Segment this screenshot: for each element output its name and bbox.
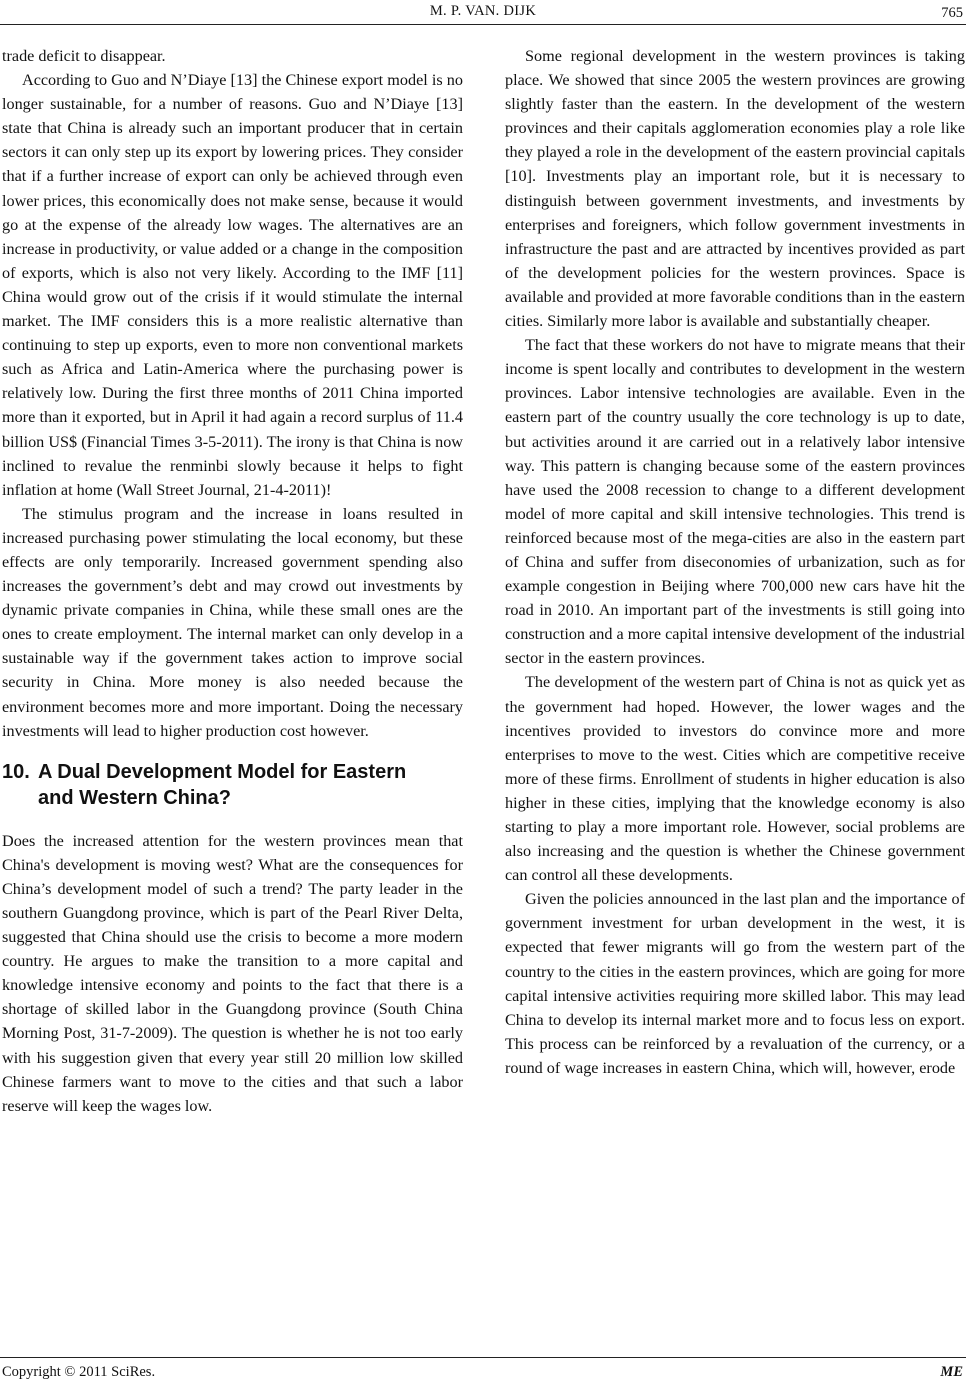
page-number: 765 <box>941 5 963 21</box>
section-title-line2: and Western China? <box>38 786 231 809</box>
section-title-line1: A Dual Development Model for Eastern <box>38 760 407 783</box>
paragraph: Given the policies announced in the last plan and the importance of government investment for urban development in the west, it is expected that fewer migrants will go from the western part of the country to the cities in the eastern provinces, which are going for more capital intensive activities requiring more skilled labor. This may lead China to develop its internal market more and to focus less on export. This process can be reinforced by a revaluation of the currency, or a round of wage increases in eastern China, which will, however, erode <box>505 890 965 1077</box>
copyright-notice: Copyright © 2011 SciRes. <box>2 1364 156 1380</box>
paragraph: Some regional development in the western provinces is taking place. We showed that since 2005 the western provinces are growing slightly faster than the eastern. In the development of the western provinces and their capitals agglomeration economies play a role like they played a role in the development of the eastern provincial capitals [10]. Investments play an important role, but it is necessary to distinguish between government investments, and investments by enterprises and foreigners, which follow government investments in infrastructure the past and are attracted by incentives provided as part of the development policies for the western provinces. Space is available and provided at more favorable conditions than in the eastern cities. Similarly more labor is available and substantially cheaper. <box>505 47 965 331</box>
page-header <box>0 0 966 24</box>
section-heading <box>2 759 463 811</box>
paragraph: The stimulus program and the increase in loans resulted in increased purchasing power stimulating the local economy, but these effects are only temporarily. Increased government spending also increases the government’s debt and may crowd out investments by dynamic private companies in China, while these small ones are the ones to create employment. The internal market can only develop in a sustainable way if the government takes action to improve social security in China. More money is also needed because the environment becomes more and more important. Doing the necessary investments will lead to higher production cost however. <box>2 504 463 740</box>
section-number: 10. <box>2 760 30 783</box>
header-rule <box>0 24 966 25</box>
paragraph: Does the increased attention for the western provinces mean that China's development is moving west? What are the consequences for China’s development model of such a trend? The party leader in the southern Guangdong province, which is part of the Pearl River Delta, suggested that China should use the crisis to become a more modern country. He argues to make the transition to a more capital and knowledge intensive economy and points to the fact that there is a shortage of skilled labor in the Guangdong province (South China Morning Post, 31-7-2009). The question is whether he is not too early with his suggestion given that every year still 20 million low skilled Chinese farmers want to move to the cities and that such a labor reserve will keep the wages low. <box>2 831 463 1115</box>
paragraph: According to Guo and N’Diaye [13] the Chinese export model is no longer sustainable, for a number of reasons. Guo and N’Diaye [13] state that China is already such an important producer that in certain sectors it can only step up its export by lowering prices. They consider that if a further increase of export can only be achieved through even lower prices, this economically does not make sense, because it would go at the expense of the already low wages. The alternatives are an increase in productivity, or value added or a change in the composition of exports, which is also not very likely. According to the IMF [11] China would grow out of the crisis if it would stimulate the internal market. The IMF considers this is a more realistic alternative than continuing to step up exports, even to more non conventional markets such as Africa and Latin-America where the purchasing power is relatively low. During the first three months of 2011 China imported more than it exported, but in April it had again a record surplus of 11.4 billion US$ (Financial Times 3-5-2011). The irony is that China is now inclined to revalue the renminbi slowly because it helps to fight inflation at home (Wall Street Journal, 21-4-2011)! <box>2 71 463 499</box>
left-column <box>2 44 463 1118</box>
footer-rule <box>0 1357 966 1358</box>
running-head-author: M. P. VAN. DIJK <box>429 3 537 19</box>
right-column <box>505 44 965 1080</box>
paragraph: The development of the western part of China is not as quick yet as the government had hoped. However, the lower wages and the incentives provided to investors do convince more and more enterprises to move to the west. Cities which are competitive receive more of these firms. Enrollment of students in higher education is also higher in these cities, implying that the knowledge economy is also starting to play a more important role. However, social problems are also increasing and the question is whether the Chinese government can control all these developments. <box>505 673 965 885</box>
paragraph: trade deficit to disappear. <box>2 47 166 65</box>
paragraph: The fact that these workers do not have to migrate means that their income is spent locally and contributes to development in the western provinces. Labor intensive technologies are available. Even in the eastern part of the country usually the core technology is up to date, but activities around it are carried out in a relatively labor intensive way. This pattern is changing because some of the eastern provinces have used the 2008 recession to change to a different development model of more capital and skill intensive technologies. This trend is reinforced because most of the mega-cities are also in the eastern part of China and suffer from diseconomies of urbanization, such as for example congestion in Beijing where 700,000 new cars have hit the road in 2010. An important part of the investments is still going into construction and a more capital intensive development of the industrial sector in the eastern provinces. <box>505 336 965 668</box>
journal-abbreviation: ME <box>940 1364 963 1380</box>
